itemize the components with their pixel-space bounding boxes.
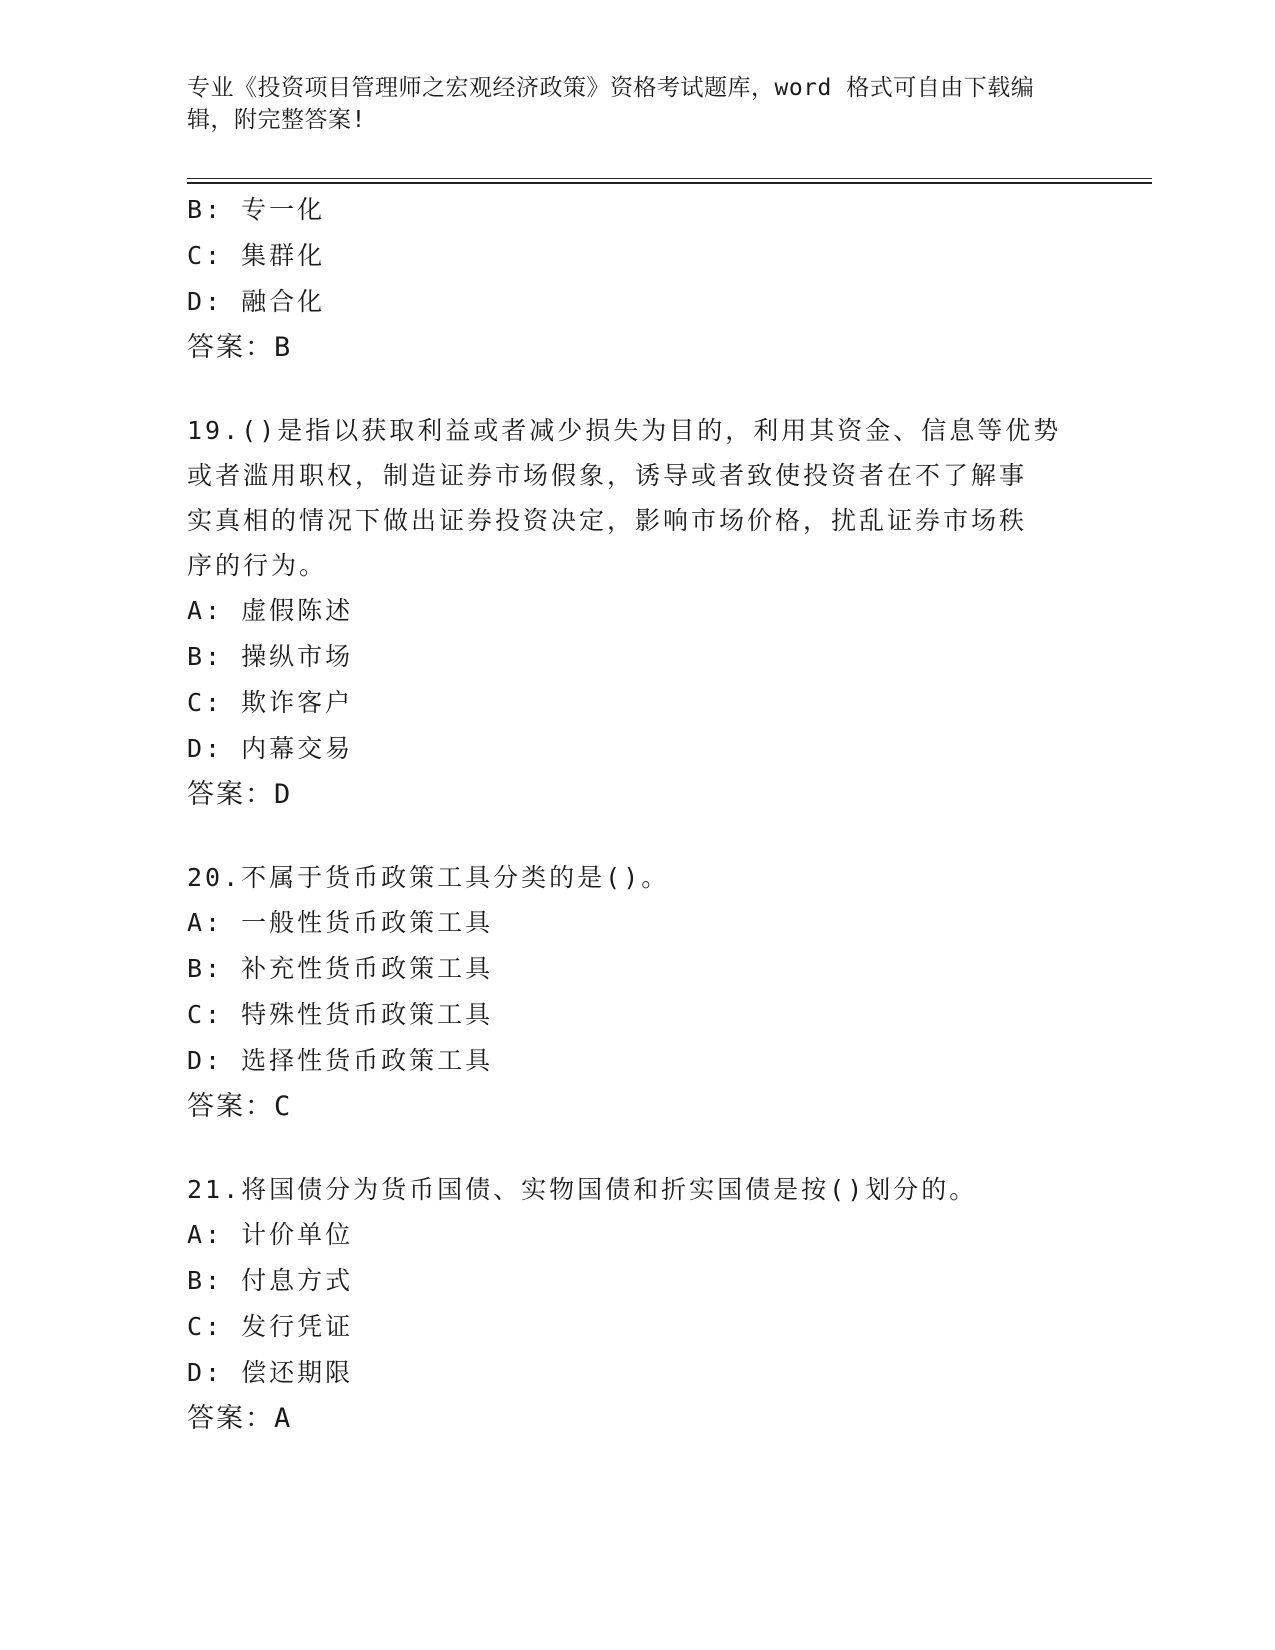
option-b: B: 专一化 — [187, 195, 326, 224]
header-divider-thin — [187, 178, 1152, 179]
header-line-1: 专业《投资项目管理师之宏观经济政策》资格考试题库，word 格式可自由下载编 — [187, 75, 1035, 101]
header-divider-thick — [187, 182, 1152, 184]
option-c: C: 欺诈客户 — [187, 688, 354, 717]
question-list — [187, 187, 1087, 1442]
question-text: 序的行为。 — [187, 551, 328, 580]
question-21 — [187, 1167, 1087, 1442]
option-b: B: 付息方式 — [187, 1266, 354, 1295]
answer: 答案：A — [187, 1403, 293, 1434]
option-b: B: 操纵市场 — [187, 642, 354, 671]
option-d: D: 选择性货币政策工具 — [187, 1046, 494, 1075]
answer: 答案：D — [187, 779, 293, 810]
question-text: 21.将国债分为货币国债、实物国债和折实国债是按()划分的。 — [187, 1175, 978, 1204]
page-header — [187, 72, 1087, 136]
answer: 答案：B — [187, 332, 293, 363]
question-19 — [187, 408, 1087, 818]
option-c: C: 集群化 — [187, 241, 326, 270]
option-a: A: 虚假陈述 — [187, 596, 354, 625]
option-d: D: 偿还期限 — [187, 1358, 354, 1387]
option-c: C: 特殊性货币政策工具 — [187, 1000, 494, 1029]
option-d: D: 内幕交易 — [187, 734, 354, 763]
option-b: B: 补充性货币政策工具 — [187, 954, 494, 983]
question-text: 19.()是指以获取利益或者减少损失为目的，利用其资金、信息等优势 — [187, 416, 1062, 445]
question-text: 或者滥用职权，制造证券市场假象，诱导或者致使投资者在不了解事 — [187, 461, 1028, 490]
answer: 答案：C — [187, 1091, 293, 1122]
question-18-continued — [187, 187, 1087, 371]
option-c: C: 发行凭证 — [187, 1312, 354, 1341]
option-d: D: 融合化 — [187, 287, 326, 316]
question-text: 实真相的情况下做出证券投资决定，影响市场价格，扰乱证券市场秩 — [187, 506, 1028, 535]
option-a: A: 一般性货币政策工具 — [187, 908, 494, 937]
question-text: 20.不属于货币政策工具分类的是()。 — [187, 863, 670, 892]
question-20 — [187, 855, 1087, 1130]
option-a: A: 计价单位 — [187, 1220, 354, 1249]
header-line-2: 辑，附完整答案! — [187, 107, 366, 133]
